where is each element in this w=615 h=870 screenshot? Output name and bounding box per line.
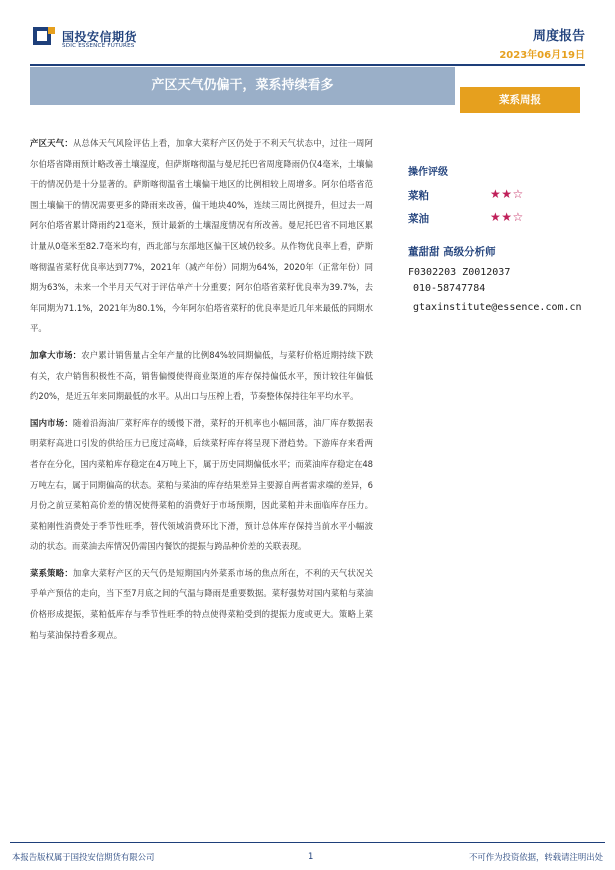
paragraph-text: 从总体天气风险评估上看，加拿大菜籽产区仍处于不利天气状态中，过往一周阿尔伯塔省降雨预计略改善土壤湿度，但萨斯喀彻温与曼尼托巴省周度降雨仍仅4毫米，土壤偏干的情况仍是十分显著的。萨斯喀彻温省土壤偏干地区的比例相较上周增多。阿尔伯塔省范围土壤偏干的情况需要更多的降雨来改善，偏干地块40%，连续三周比例提升，但过去一周阿尔伯塔省累计降雨约21毫米，预计最新的土壤湿度情况有所改善。曼尼托巴省不同地区累计量从0毫米至82.7毫米均有，西北部与东部地区偏干区域仍较多。从作物优良率上看，萨斯喀彻温省菜籽优良率达到77%，2021年（减产年份）同期为64%，2020年（正常年份）同期为63%，未来一个半月天气对于评估单产十分重要；阿尔伯塔省菜籽优良率为39.7%，去年同期为71.1%，2021年为80.1%，今年阿尔伯塔省菜籽的优良率是近几年来最低的同期水平。 bbox=[30, 138, 374, 334]
page-number: 1 bbox=[308, 851, 314, 861]
paragraph-lead: 加拿大市场： bbox=[30, 349, 82, 360]
report-title: 产区天气仍偏干，菜系持续看多 bbox=[151, 78, 334, 93]
paragraph-text: 加拿大菜籽产区的天气仍是短期国内外菜系市场的焦点所在，不利的天气状况关乎单产预估的走向，当下至7月底之间的气温与降雨是重要数据。菜籽强势对国内菜粕与菜油价格形成提振，菜粕低库存与季节性旺季的特点使得菜粕受到的提振力度或更大。策略上菜粕与菜油保持看多观点。 bbox=[30, 567, 374, 640]
paragraph-canada-market bbox=[30, 345, 373, 407]
paragraph-text: 农户累计销售量占全年产量的比例84%较同期偏低，与菜籽价格近期持续下跌有关，农户销售积极性不高，销售偏慢使得商业渠道的库存保持偏低水平，预计较往年偏低约20%，是近五年来同期最低的水平。从出口与压榨上看，节奏整体保持往年平均水平。 bbox=[30, 349, 373, 402]
analyst-phone: 010-58747784 bbox=[413, 283, 486, 294]
paragraph-lead: 产区天气： bbox=[30, 138, 73, 148]
company-name: 国投安信期货 bbox=[62, 30, 138, 44]
company-logo-icon bbox=[33, 27, 55, 49]
title-banner bbox=[30, 67, 455, 105]
header-divider bbox=[30, 64, 585, 66]
rating-title: 操作评级 bbox=[408, 167, 448, 178]
analyst-cert: F0302203 Z0012037 bbox=[408, 267, 511, 278]
analyst-name: 董甜甜 高级分析师 bbox=[408, 246, 496, 258]
rating-stars-icon: ★★☆ bbox=[490, 210, 524, 224]
paragraph-text: 随着沿海油厂菜籽库存的缓慢下滑，菜籽的开机率也小幅回落，油厂库存数据表明菜籽高进口引发的供给压力已度过高峰，后续菜籽库存将呈现下滑趋势。下游库存来看两者存在分化，国内菜粕库存稳定在4万吨上下，属于历史同期偏低水平；而菜油库存稳定在48万吨左右，属于同期偏高的状态。菜粕与菜油的库存结果差异主要源自两者需求端的差异，6月份之前豆菜粕高价差的情况使得菜粕的消费好于市场预期，因此菜粕并未面临库存压力。菜粕刚性消费处于季节性旺季，替代领域消费环比下滑，预计总体库存保持当前水平小幅波动的状态。而菜油去库情况仍需国内餐饮的提振与跨品种价差的关联表现。 bbox=[30, 417, 374, 552]
report-date: 2023年06月19日 bbox=[499, 50, 585, 61]
paragraph-domestic-market bbox=[30, 413, 373, 557]
rating-stars-icon: ★★☆ bbox=[490, 187, 524, 201]
rating-row-oil bbox=[408, 209, 598, 230]
category-label: 菜系周报 bbox=[499, 94, 541, 106]
report-type: 周度报告 bbox=[532, 29, 585, 44]
footer-divider bbox=[10, 842, 605, 843]
footer-disclaimer: 不可作为投资依据，转载请注明出处 bbox=[469, 852, 603, 862]
rating-row-meal bbox=[408, 186, 598, 207]
analyst-email[interactable]: gtaxinstitute@essence.com.cn bbox=[413, 302, 582, 313]
paragraph-weather bbox=[30, 133, 373, 339]
paragraph-strategy bbox=[30, 563, 373, 645]
footer-copyright: 本报告版权属于国投安信期货有限公司 bbox=[12, 852, 155, 862]
paragraph-lead: 菜系策略： bbox=[30, 567, 73, 578]
rating-label: 菜粕 bbox=[408, 190, 429, 202]
paragraph-lead: 国内市场： bbox=[30, 417, 73, 428]
company-name-en: SDIC ESSENCE FUTURES bbox=[62, 43, 135, 49]
category-tab bbox=[460, 87, 580, 113]
main-content bbox=[30, 133, 373, 645]
rating-label: 菜油 bbox=[408, 213, 429, 225]
sidebar bbox=[408, 163, 598, 313]
